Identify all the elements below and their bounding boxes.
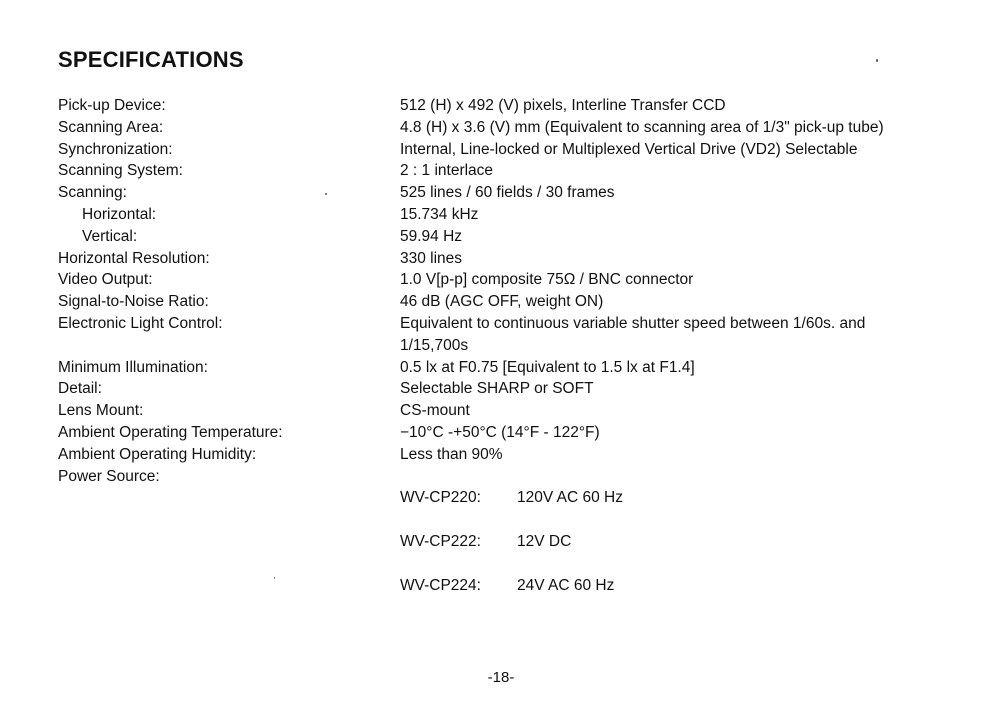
scan-speck — [325, 193, 327, 195]
power-line — [400, 575, 958, 597]
power-line — [400, 487, 958, 509]
scan-speck — [274, 577, 275, 579]
spec-label: Detail: — [58, 380, 102, 398]
spec-label: Scanning: — [58, 184, 127, 202]
spec-row-horizontal-resolution — [58, 248, 958, 270]
spec-label: Video Output: — [58, 271, 153, 289]
spec-row-horizontal — [58, 204, 958, 226]
spec-label: Vertical: — [82, 227, 138, 245]
spec-label: Minimum Illumination: — [58, 358, 208, 376]
power-line — [400, 531, 958, 553]
spec-value: 4.8 (H) x 3.6 (V) mm (Equivalent to scanning area of 1/3" pick-up tube) — [400, 118, 884, 136]
spec-row-pickup-device — [58, 95, 958, 117]
power-value: 120V AC 60 Hz — [517, 489, 623, 507]
spec-row-signal-to-noise — [58, 291, 958, 313]
spec-row-video-output — [58, 269, 958, 291]
spec-list — [58, 95, 958, 618]
spec-value: −10°C -+50°C (14°F - 122°F) — [400, 423, 600, 441]
spec-value: 330 lines — [400, 249, 463, 267]
page-title: SPECIFICATIONS — [58, 47, 244, 72]
spec-row-detail — [58, 378, 958, 400]
spec-label: Signal-to-Noise Ratio: — [58, 293, 209, 311]
spec-value: 0.5 lx at F0.75 [Equivalent to 1.5 lx at F1.4] — [400, 358, 695, 376]
scan-speck — [876, 59, 878, 62]
power-model: WV-CP222: — [400, 532, 481, 550]
page-number: -18- — [487, 669, 515, 686]
spec-value: 59.94 Hz — [400, 227, 463, 245]
spec-label: Lens Mount: — [58, 402, 144, 420]
spec-value: 1.0 V[p-p] composite 75Ω / BNC connector — [400, 271, 694, 289]
power-value: 12V DC — [517, 532, 572, 550]
spec-label: Scanning Area: — [58, 118, 164, 136]
spec-row-electronic-light-control — [58, 313, 958, 357]
spec-row-scanning — [58, 182, 958, 204]
spec-value: Less than 90% — [400, 445, 503, 463]
spec-row-operating-humidity — [58, 444, 958, 466]
power-source-list — [400, 466, 958, 619]
spec-value: 2 : 1 interlace — [400, 162, 494, 180]
spec-label: Horizontal: — [82, 205, 157, 223]
spec-value: Equivalent to continuous variable shutter speed between 1/60s. and 1/15,700s — [400, 314, 866, 354]
spec-label: Ambient Operating Temperature: — [58, 423, 283, 441]
spec-row-minimum-illumination — [58, 357, 958, 379]
spec-label: Synchronization: — [58, 140, 173, 158]
spec-value: Internal, Line-locked or Multiplexed Vertical Drive (VD2) Selectable — [400, 140, 858, 158]
power-value: 24V AC 60 Hz — [517, 576, 615, 594]
spec-row-scanning-system — [58, 160, 958, 182]
spec-value: 46 dB (AGC OFF, weight ON) — [400, 293, 604, 311]
power-model: WV-CP224: — [400, 576, 481, 594]
spec-label: Power Source: — [58, 467, 160, 485]
spec-value: Selectable SHARP or SOFT — [400, 380, 594, 398]
spec-value: CS-mount — [400, 402, 470, 420]
spec-label: Horizontal Resolution: — [58, 249, 210, 267]
spec-row-scanning-area — [58, 117, 958, 139]
spec-value: 15.734 kHz — [400, 205, 479, 223]
spec-label: Pick-up Device: — [58, 97, 166, 114]
spec-label: Scanning System: — [58, 162, 183, 180]
spec-label: Electronic Light Control: — [58, 314, 223, 332]
spec-value: 512 (H) x 492 (V) pixels, Interline Transfer CCD — [400, 97, 726, 114]
spec-row-vertical — [58, 226, 958, 248]
spec-value: 525 lines / 60 fields / 30 frames — [400, 184, 615, 202]
spec-row-lens-mount — [58, 400, 958, 422]
power-model: WV-CP220: — [400, 489, 481, 507]
spec-row-synchronization — [58, 139, 958, 161]
spec-label: Ambient Operating Humidity: — [58, 445, 257, 463]
spec-row-operating-temperature — [58, 422, 958, 444]
spec-row-power-source — [58, 466, 958, 619]
